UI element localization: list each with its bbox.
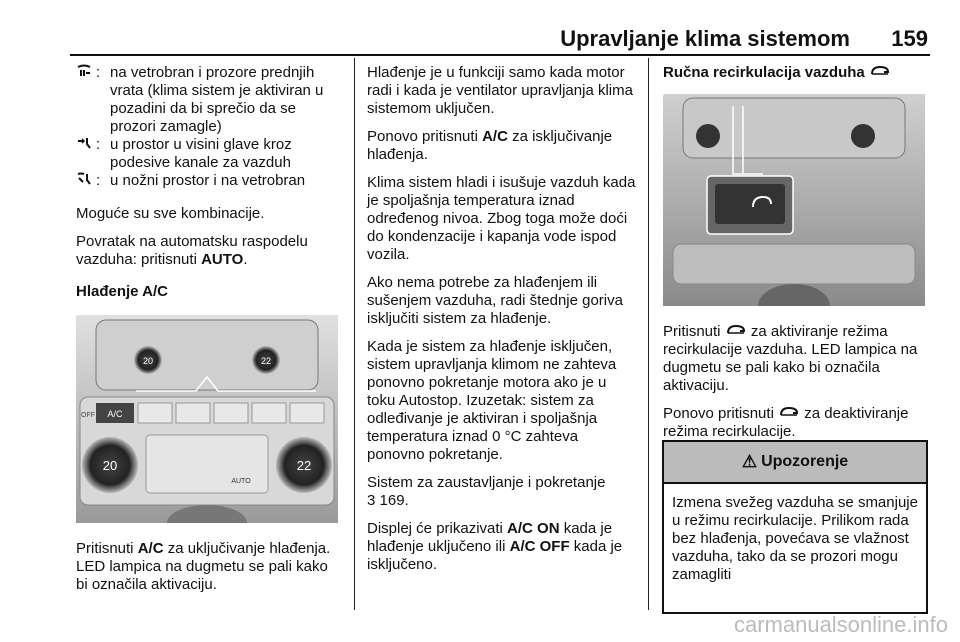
ac-heading: Hlađenje A/C <box>76 283 168 300</box>
combos-text: Moguće su sve kombinacije. <box>76 205 265 222</box>
page-header <box>0 0 960 52</box>
recirc-heading: Ručna recirkulacija vazduha <box>663 64 933 82</box>
airflow-list <box>76 64 342 191</box>
list-item: : u nožni prostor i na vetrobran <box>76 172 342 191</box>
svg-text:20: 20 <box>142 356 154 366</box>
paragraph: Ako nema potrebe za hlađenjem ili sušenjem vazduha, radi štednje goriva isključiti sistem za hlađenje. <box>367 274 623 327</box>
recirculation-icon <box>778 405 800 422</box>
paragraph: Displej će prikazivati A/C ON kada je hlađenje uključeno ili A/C OFF kada je isključeno. <box>367 520 623 573</box>
paragraph: Kada je sistem za hlađenje isključen, sistem upravljanja klimom ne zahteva ponovno pokretanje motora ako je u toku Autostop. Izuzetak: sistem za odleđivanje je aktiviran i spoljašnja temperatura iznad 0 °C zahteva ponovno pokretanje. <box>367 338 617 463</box>
list-item: : na vetrobran i prozore prednjih vrata (klima sistem je aktiviran u pozadini da bi sprečio da se prozori zamagle) <box>76 64 342 136</box>
page-reference-link[interactable]: 3 169. <box>367 492 409 509</box>
column-1 <box>76 64 342 604</box>
svg-text:OFF: OFF <box>81 412 95 419</box>
svg-text:22: 22 <box>260 356 272 366</box>
svg-text:22: 22 <box>296 458 312 473</box>
list-item: : u prostor u visini glave kroz podesive kanale za vazduh <box>76 136 342 172</box>
paragraph: Pritisnuti za aktiviranje režima recirkulacije vazduha. LED lampica na dugmetu se pali kako bi označila aktivaciju. <box>663 323 918 394</box>
column-3 <box>663 64 933 451</box>
header-rule <box>70 54 930 56</box>
column-divider-2 <box>648 58 649 610</box>
auto-text: Povratak na automatsku raspodelu vazduha: pritisnuti AUTO. <box>76 233 308 268</box>
warning-title: ⚠ Upozorenje <box>664 442 926 484</box>
svg-text:AUTO: AUTO <box>231 478 251 485</box>
page-title: Upravljanje klima sistemom <box>560 26 850 51</box>
svg-text:20: 20 <box>102 458 118 473</box>
foot-windscreen-icon <box>76 172 96 191</box>
paragraph: Ponovo pritisnuti za deaktiviranje režima recirkulacije. <box>663 405 909 440</box>
column-divider-1 <box>354 58 355 610</box>
defrost-windscreen-icon <box>76 64 96 136</box>
paragraph: Hlađenje je u funkciji samo kada motor radi i kada je ventilator upravljanja klima sistemom uključen. <box>367 64 633 117</box>
paragraph: Klima sistem hladi i isušuje vazduh kada je spoljašnja temperatura iznad određenog nivoa. Zbog toga može doći do kondenzacije i kapanja vode ispod vozila. <box>367 174 636 263</box>
ac-press-text: Pritisnuti A/C za uključivanje hlađenja. LED lampica na dugmetu se pali kako bi označila aktivaciju. <box>76 540 331 593</box>
warning-text: Izmena svežeg vazduha se smanjuje u režimu recirkulacije. Prilikom rada bez hlađenja, povećava se vlažnost vazduha, tako da se prozori mogu zamagliti <box>672 494 918 583</box>
head-vent-icon <box>76 136 96 172</box>
svg-text:A/C: A/C <box>107 409 123 419</box>
ac-panel-photo <box>76 315 342 528</box>
paragraph: Ponovo pritisnuti A/C za isključivanje hlađenja. <box>367 128 613 163</box>
warning-box <box>662 440 928 614</box>
column-2 <box>367 64 637 584</box>
watermark: carmanualsonline.info <box>733 612 948 637</box>
recirculation-icon <box>725 323 747 340</box>
recirculation-icon <box>869 64 891 81</box>
page-number: 159 <box>891 26 928 51</box>
paragraph: Sistem za zaustavljanje i pokretanje 3 169. <box>367 474 606 509</box>
recirc-panel-photo <box>663 94 933 311</box>
warning-icon: ⚠ <box>741 452 758 471</box>
